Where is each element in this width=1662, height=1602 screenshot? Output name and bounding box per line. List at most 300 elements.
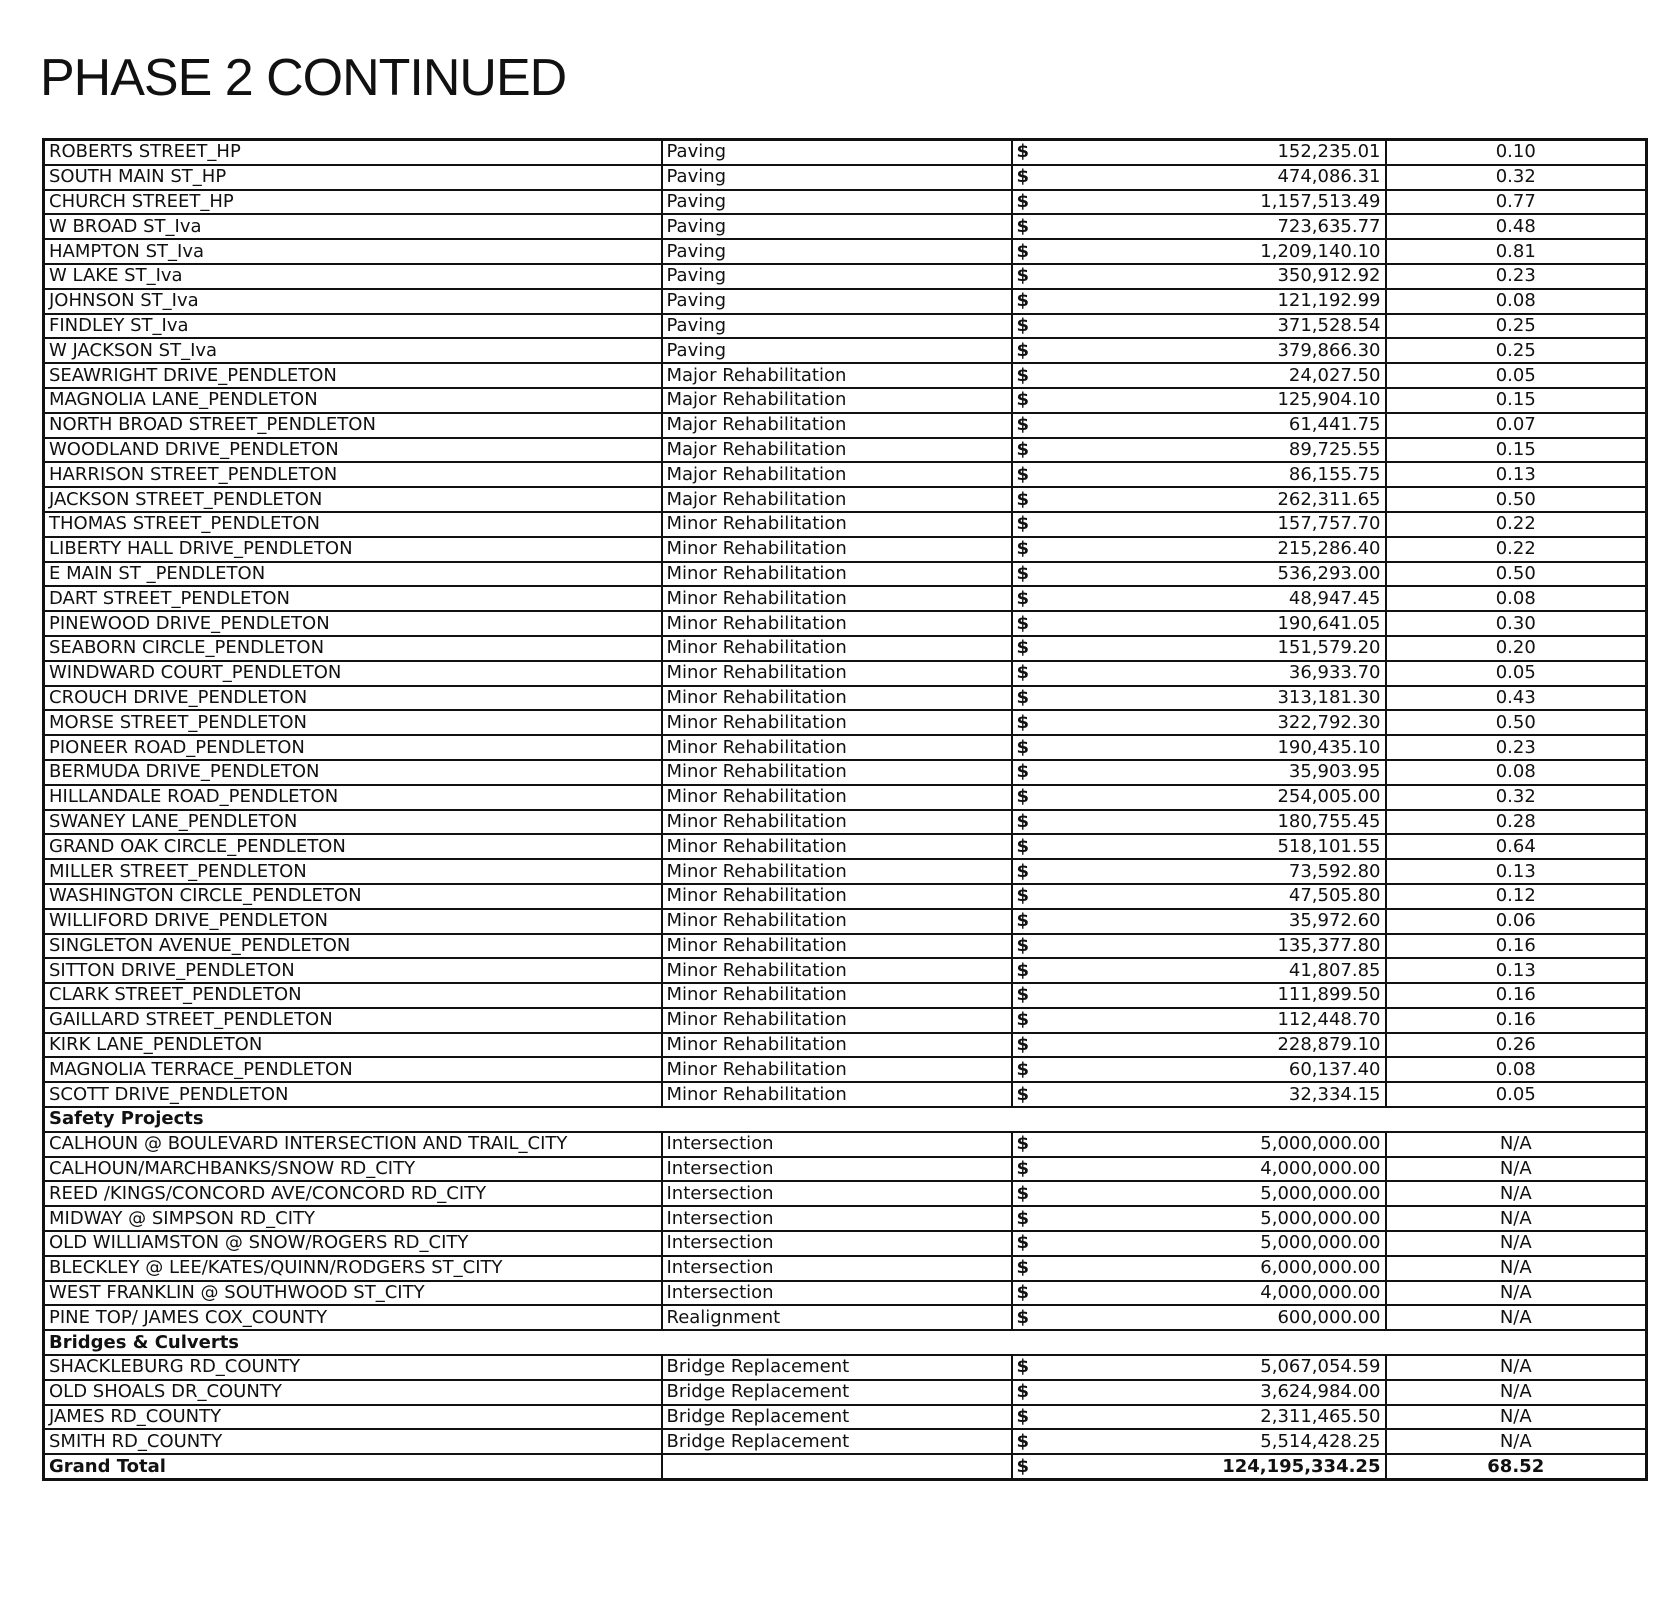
currency-symbol-cell: $ [1012,611,1051,636]
miles-cell: 0.08 [1386,760,1647,785]
project-name-cell: BLECKLEY @ LEE/KATES/QUINN/RODGERS ST_CITY [44,1256,662,1281]
currency-symbol-cell: $ [1012,909,1051,934]
project-name-cell: HILLANDALE ROAD_PENDLETON [44,785,662,810]
currency-symbol-cell: $ [1012,958,1051,983]
project-name-cell: MAGNOLIA LANE_PENDLETON [44,388,662,413]
section-header-row [44,1107,1647,1132]
project-table-body [44,140,1647,1480]
work-type-cell: Minor Rehabilitation [662,661,1012,686]
project-name-cell: W LAKE ST_Iva [44,264,662,289]
amount-cell: 41,807.85 [1051,958,1386,983]
project-name-cell: KIRK LANE_PENDLETON [44,1033,662,1058]
work-type-cell: Bridge Replacement [662,1355,1012,1380]
currency-symbol-cell: $ [1012,710,1051,735]
table-row [44,1033,1647,1058]
work-type-cell: Minor Rehabilitation [662,1057,1012,1082]
project-name-cell: FINDLEY ST_Iva [44,314,662,339]
project-name-cell: SEABORN CIRCLE_PENDLETON [44,636,662,661]
table-row [44,487,1647,512]
table-row [44,983,1647,1008]
table-row [44,859,1647,884]
table-row [44,909,1647,934]
currency-symbol-cell: $ [1012,462,1051,487]
miles-cell: 0.08 [1386,289,1647,314]
work-type-cell: Minor Rehabilitation [662,934,1012,959]
table-row [44,636,1647,661]
amount-cell: 1,209,140.10 [1051,239,1386,264]
table-row [44,1231,1647,1256]
project-name-cell: OLD SHOALS DR_COUNTY [44,1380,662,1405]
amount-cell: 536,293.00 [1051,562,1386,587]
work-type-cell: Paving [662,190,1012,215]
miles-cell: 0.13 [1386,958,1647,983]
work-type-cell: Major Rehabilitation [662,363,1012,388]
work-type-cell: Minor Rehabilitation [662,537,1012,562]
miles-cell: 0.16 [1386,1008,1647,1033]
work-type-cell: Major Rehabilitation [662,462,1012,487]
amount-cell: 36,933.70 [1051,661,1386,686]
amount-cell: 600,000.00 [1051,1305,1386,1330]
miles-cell: 0.16 [1386,934,1647,959]
table-row [44,1082,1647,1107]
table-row [44,363,1647,388]
miles-cell: N/A [1386,1256,1647,1281]
amount-cell: 3,624,984.00 [1051,1380,1386,1405]
miles-cell: N/A [1386,1305,1647,1330]
work-type-cell: Minor Rehabilitation [662,785,1012,810]
table-row [44,1157,1647,1182]
work-type-cell: Minor Rehabilitation [662,1033,1012,1058]
table-row [44,958,1647,983]
amount-cell: 379,866.30 [1051,338,1386,363]
currency-symbol-cell: $ [1012,859,1051,884]
table-row [44,264,1647,289]
project-name-cell: W BROAD ST_Iva [44,214,662,239]
miles-cell: N/A [1386,1157,1647,1182]
work-type-cell: Minor Rehabilitation [662,1082,1012,1107]
currency-symbol-cell: $ [1012,1057,1051,1082]
currency-symbol-cell: $ [1012,636,1051,661]
amount-cell: 190,641.05 [1051,611,1386,636]
table-row [44,388,1647,413]
currency-symbol-cell: $ [1012,686,1051,711]
currency-symbol-cell: $ [1012,388,1051,413]
amount-cell: 111,899.50 [1051,983,1386,1008]
miles-cell: 0.08 [1386,1057,1647,1082]
work-type-cell: Paving [662,264,1012,289]
work-type-cell: Intersection [662,1206,1012,1231]
currency-symbol-cell: $ [1012,537,1051,562]
page-title: PHASE 2 CONTINUED [40,49,567,107]
amount-cell: 254,005.00 [1051,785,1386,810]
table-row [44,1132,1647,1157]
project-name-cell: SEAWRIGHT DRIVE_PENDLETON [44,363,662,388]
project-name-cell: NORTH BROAD STREET_PENDLETON [44,413,662,438]
currency-symbol-cell: $ [1012,1082,1051,1107]
miles-cell: 0.50 [1386,562,1647,587]
project-name-cell: Grand Total [44,1454,662,1479]
project-name-cell: THOMAS STREET_PENDLETON [44,512,662,537]
miles-cell: 0.05 [1386,1082,1647,1107]
miles-cell: 0.15 [1386,438,1647,463]
currency-symbol-cell: $ [1012,140,1051,165]
work-type-cell: Paving [662,214,1012,239]
table-row [44,810,1647,835]
work-type-cell: Intersection [662,1281,1012,1306]
miles-cell: 0.13 [1386,462,1647,487]
currency-symbol-cell: $ [1012,289,1051,314]
amount-cell: 322,792.30 [1051,710,1386,735]
work-type-cell: Intersection [662,1132,1012,1157]
currency-symbol-cell: $ [1012,884,1051,909]
currency-symbol-cell: $ [1012,1132,1051,1157]
table-row [44,1206,1647,1231]
miles-cell: 0.64 [1386,834,1647,859]
currency-symbol-cell: $ [1012,586,1051,611]
miles-cell: 0.07 [1386,413,1647,438]
project-name-cell: MORSE STREET_PENDLETON [44,710,662,735]
currency-symbol-cell: $ [1012,413,1051,438]
table-row [44,1305,1647,1330]
work-type-cell: Minor Rehabilitation [662,512,1012,537]
work-type-cell: Minor Rehabilitation [662,909,1012,934]
currency-symbol-cell: $ [1012,1281,1051,1306]
table-row [44,537,1647,562]
miles-cell: 0.25 [1386,314,1647,339]
amount-cell: 35,903.95 [1051,760,1386,785]
project-name-cell: W JACKSON ST_Iva [44,338,662,363]
work-type-cell: Intersection [662,1157,1012,1182]
miles-cell: 68.52 [1386,1454,1647,1479]
work-type-cell: Bridge Replacement [662,1380,1012,1405]
miles-cell: 0.05 [1386,661,1647,686]
table-row [44,438,1647,463]
amount-cell: 121,192.99 [1051,289,1386,314]
currency-symbol-cell: $ [1012,1305,1051,1330]
amount-cell: 125,904.10 [1051,388,1386,413]
table-row [44,190,1647,215]
work-type-cell: Minor Rehabilitation [662,586,1012,611]
miles-cell: N/A [1386,1405,1647,1430]
amount-cell: 371,528.54 [1051,314,1386,339]
currency-symbol-cell: $ [1012,661,1051,686]
table-row [44,1008,1647,1033]
currency-symbol-cell: $ [1012,562,1051,587]
currency-symbol-cell: $ [1012,190,1051,215]
work-type-cell: Realignment [662,1305,1012,1330]
amount-cell: 32,334.15 [1051,1082,1386,1107]
currency-symbol-cell: $ [1012,438,1051,463]
project-name-cell: HAMPTON ST_Iva [44,239,662,264]
work-type-cell: Minor Rehabilitation [662,710,1012,735]
miles-cell: N/A [1386,1206,1647,1231]
table-row [44,785,1647,810]
table-row [44,1429,1647,1454]
miles-cell: N/A [1386,1231,1647,1256]
work-type-cell: Minor Rehabilitation [662,735,1012,760]
table-row [44,611,1647,636]
table-row [44,1057,1647,1082]
currency-symbol-cell: $ [1012,512,1051,537]
currency-symbol-cell: $ [1012,1181,1051,1206]
work-type-cell: Paving [662,140,1012,165]
work-type-cell: Minor Rehabilitation [662,810,1012,835]
work-type-cell: Major Rehabilitation [662,413,1012,438]
project-name-cell: WEST FRANKLIN @ SOUTHWOOD ST_CITY [44,1281,662,1306]
project-name-cell: CALHOUN/MARCHBANKS/SNOW RD_CITY [44,1157,662,1182]
project-name-cell: GRAND OAK CIRCLE_PENDLETON [44,834,662,859]
miles-cell: N/A [1386,1380,1647,1405]
work-type-cell: Intersection [662,1256,1012,1281]
miles-cell: N/A [1386,1181,1647,1206]
project-name-cell: SHACKLEBURG RD_COUNTY [44,1355,662,1380]
work-type-cell: Minor Rehabilitation [662,611,1012,636]
work-type-cell: Major Rehabilitation [662,388,1012,413]
project-name-cell: MAGNOLIA TERRACE_PENDLETON [44,1057,662,1082]
currency-symbol-cell: $ [1012,214,1051,239]
currency-symbol-cell: $ [1012,1157,1051,1182]
work-type-cell: Intersection [662,1181,1012,1206]
project-name-cell: SMITH RD_COUNTY [44,1429,662,1454]
amount-cell: 24,027.50 [1051,363,1386,388]
table-row [44,413,1647,438]
work-type-cell: Minor Rehabilitation [662,859,1012,884]
amount-cell: 518,101.55 [1051,834,1386,859]
miles-cell: N/A [1386,1355,1647,1380]
project-name-cell: SWANEY LANE_PENDLETON [44,810,662,835]
currency-symbol-cell: $ [1012,834,1051,859]
work-type-cell: Minor Rehabilitation [662,834,1012,859]
amount-cell: 60,137.40 [1051,1057,1386,1082]
miles-cell: 0.23 [1386,264,1647,289]
table-row [44,661,1647,686]
currency-symbol-cell: $ [1012,1355,1051,1380]
section-header-row [44,1330,1647,1355]
miles-cell: 0.50 [1386,710,1647,735]
amount-cell: 5,000,000.00 [1051,1206,1386,1231]
work-type-cell: Minor Rehabilitation [662,562,1012,587]
table-row [44,1355,1647,1380]
currency-symbol-cell: $ [1012,785,1051,810]
table-row [44,1405,1647,1430]
miles-cell: N/A [1386,1132,1647,1157]
work-type-cell: Minor Rehabilitation [662,686,1012,711]
table-row [44,735,1647,760]
amount-cell: 350,912.92 [1051,264,1386,289]
work-type-cell: Paving [662,314,1012,339]
work-type-cell: Major Rehabilitation [662,487,1012,512]
miles-cell: 0.43 [1386,686,1647,711]
miles-cell: 0.06 [1386,909,1647,934]
work-type-cell: Paving [662,239,1012,264]
currency-symbol-cell: $ [1012,983,1051,1008]
project-name-cell: JOHNSON ST_Iva [44,289,662,314]
currency-symbol-cell: $ [1012,1256,1051,1281]
work-type-cell: Minor Rehabilitation [662,884,1012,909]
project-name-cell: CALHOUN @ BOULEVARD INTERSECTION AND TRAIL_CITY [44,1132,662,1157]
project-name-cell: LIBERTY HALL DRIVE_PENDLETON [44,537,662,562]
currency-symbol-cell: $ [1012,934,1051,959]
project-name-cell: E MAIN ST _PENDLETON [44,562,662,587]
section-label: Bridges & Culverts [44,1330,1647,1355]
table-row [44,884,1647,909]
amount-cell: 5,000,000.00 [1051,1231,1386,1256]
project-name-cell: WASHINGTON CIRCLE_PENDLETON [44,884,662,909]
project-name-cell: WOODLAND DRIVE_PENDLETON [44,438,662,463]
currency-symbol-cell: $ [1012,239,1051,264]
table-row [44,934,1647,959]
miles-cell: 0.81 [1386,239,1647,264]
project-name-cell: SCOTT DRIVE_PENDLETON [44,1082,662,1107]
project-name-cell: ROBERTS STREET_HP [44,140,662,165]
table-row [44,462,1647,487]
project-name-cell: SITTON DRIVE_PENDLETON [44,958,662,983]
table-row [44,1181,1647,1206]
amount-cell: 61,441.75 [1051,413,1386,438]
miles-cell: 0.50 [1386,487,1647,512]
project-name-cell: CHURCH STREET_HP [44,190,662,215]
table-row [44,1380,1647,1405]
project-name-cell: BERMUDA DRIVE_PENDLETON [44,760,662,785]
project-name-cell: SINGLETON AVENUE_PENDLETON [44,934,662,959]
amount-cell: 313,181.30 [1051,686,1386,711]
miles-cell: 0.30 [1386,611,1647,636]
work-type-cell: Paving [662,289,1012,314]
amount-cell: 5,000,000.00 [1051,1181,1386,1206]
section-label: Safety Projects [44,1107,1647,1132]
work-type-cell [662,1454,1012,1479]
project-name-cell: WILLIFORD DRIVE_PENDLETON [44,909,662,934]
work-type-cell: Minor Rehabilitation [662,760,1012,785]
table-row [44,710,1647,735]
miles-cell: 0.10 [1386,140,1647,165]
miles-cell: 0.28 [1386,810,1647,835]
amount-cell: 180,755.45 [1051,810,1386,835]
table-row [44,834,1647,859]
amount-cell: 2,311,465.50 [1051,1405,1386,1430]
miles-cell: 0.32 [1386,165,1647,190]
currency-symbol-cell: $ [1012,363,1051,388]
miles-cell: 0.26 [1386,1033,1647,1058]
amount-cell: 474,086.31 [1051,165,1386,190]
work-type-cell: Major Rehabilitation [662,438,1012,463]
amount-cell: 48,947.45 [1051,586,1386,611]
currency-symbol-cell: $ [1012,1033,1051,1058]
work-type-cell: Paving [662,338,1012,363]
amount-cell: 35,972.60 [1051,909,1386,934]
miles-cell: 0.08 [1386,586,1647,611]
amount-cell: 5,067,054.59 [1051,1355,1386,1380]
project-name-cell: PINEWOOD DRIVE_PENDLETON [44,611,662,636]
table-row [44,314,1647,339]
table-row [44,165,1647,190]
amount-cell: 215,286.40 [1051,537,1386,562]
table-row [44,239,1647,264]
amount-cell: 5,514,428.25 [1051,1429,1386,1454]
project-name-cell: WINDWARD COURT_PENDLETON [44,661,662,686]
work-type-cell: Minor Rehabilitation [662,636,1012,661]
currency-symbol-cell: $ [1012,1380,1051,1405]
miles-cell: N/A [1386,1429,1647,1454]
project-name-cell: CLARK STREET_PENDLETON [44,983,662,1008]
amount-cell: 151,579.20 [1051,636,1386,661]
work-type-cell: Minor Rehabilitation [662,958,1012,983]
work-type-cell: Bridge Replacement [662,1429,1012,1454]
currency-symbol-cell: $ [1012,760,1051,785]
currency-symbol-cell: $ [1012,1454,1051,1479]
currency-symbol-cell: $ [1012,487,1051,512]
work-type-cell: Intersection [662,1231,1012,1256]
currency-symbol-cell: $ [1012,165,1051,190]
currency-symbol-cell: $ [1012,1231,1051,1256]
table-row [44,338,1647,363]
work-type-cell: Minor Rehabilitation [662,1008,1012,1033]
amount-cell: 228,879.10 [1051,1033,1386,1058]
miles-cell: 0.23 [1386,735,1647,760]
currency-symbol-cell: $ [1012,338,1051,363]
table-row [44,760,1647,785]
currency-symbol-cell: $ [1012,1206,1051,1231]
table-row [44,140,1647,165]
miles-cell: 0.15 [1386,388,1647,413]
miles-cell: 0.25 [1386,338,1647,363]
project-name-cell: PIONEER ROAD_PENDLETON [44,735,662,760]
project-name-cell: JAMES RD_COUNTY [44,1405,662,1430]
amount-cell: 89,725.55 [1051,438,1386,463]
table-row [44,289,1647,314]
miles-cell: 0.32 [1386,785,1647,810]
amount-cell: 86,155.75 [1051,462,1386,487]
amount-cell: 190,435.10 [1051,735,1386,760]
amount-cell: 4,000,000.00 [1051,1281,1386,1306]
miles-cell: 0.05 [1386,363,1647,388]
table-row [44,512,1647,537]
amount-cell: 723,635.77 [1051,214,1386,239]
project-name-cell: PINE TOP/ JAMES COX_COUNTY [44,1305,662,1330]
currency-symbol-cell: $ [1012,1405,1051,1430]
miles-cell: 0.12 [1386,884,1647,909]
miles-cell: 0.22 [1386,512,1647,537]
amount-cell: 262,311.65 [1051,487,1386,512]
amount-cell: 157,757.70 [1051,512,1386,537]
project-name-cell: MIDWAY @ SIMPSON RD_CITY [44,1206,662,1231]
amount-cell: 135,377.80 [1051,934,1386,959]
currency-symbol-cell: $ [1012,314,1051,339]
project-name-cell: HARRISON STREET_PENDLETON [44,462,662,487]
project-name-cell: CROUCH DRIVE_PENDLETON [44,686,662,711]
table-row [44,686,1647,711]
amount-cell: 47,505.80 [1051,884,1386,909]
amount-cell: 6,000,000.00 [1051,1256,1386,1281]
amount-cell: 1,157,513.49 [1051,190,1386,215]
amount-cell: 73,592.80 [1051,859,1386,884]
project-name-cell: JACKSON STREET_PENDLETON [44,487,662,512]
grand-total-row [44,1454,1647,1479]
miles-cell: 0.48 [1386,214,1647,239]
work-type-cell: Minor Rehabilitation [662,983,1012,1008]
project-name-cell: MILLER STREET_PENDLETON [44,859,662,884]
project-name-cell: GAILLARD STREET_PENDLETON [44,1008,662,1033]
currency-symbol-cell: $ [1012,735,1051,760]
table-row [44,1256,1647,1281]
project-name-cell: OLD WILLIAMSTON @ SNOW/ROGERS RD_CITY [44,1231,662,1256]
amount-cell: 124,195,334.25 [1051,1454,1386,1479]
amount-cell: 152,235.01 [1051,140,1386,165]
table-row [44,586,1647,611]
project-name-cell: REED /KINGS/CONCORD AVE/CONCORD RD_CITY [44,1181,662,1206]
currency-symbol-cell: $ [1012,810,1051,835]
miles-cell: 0.22 [1386,537,1647,562]
